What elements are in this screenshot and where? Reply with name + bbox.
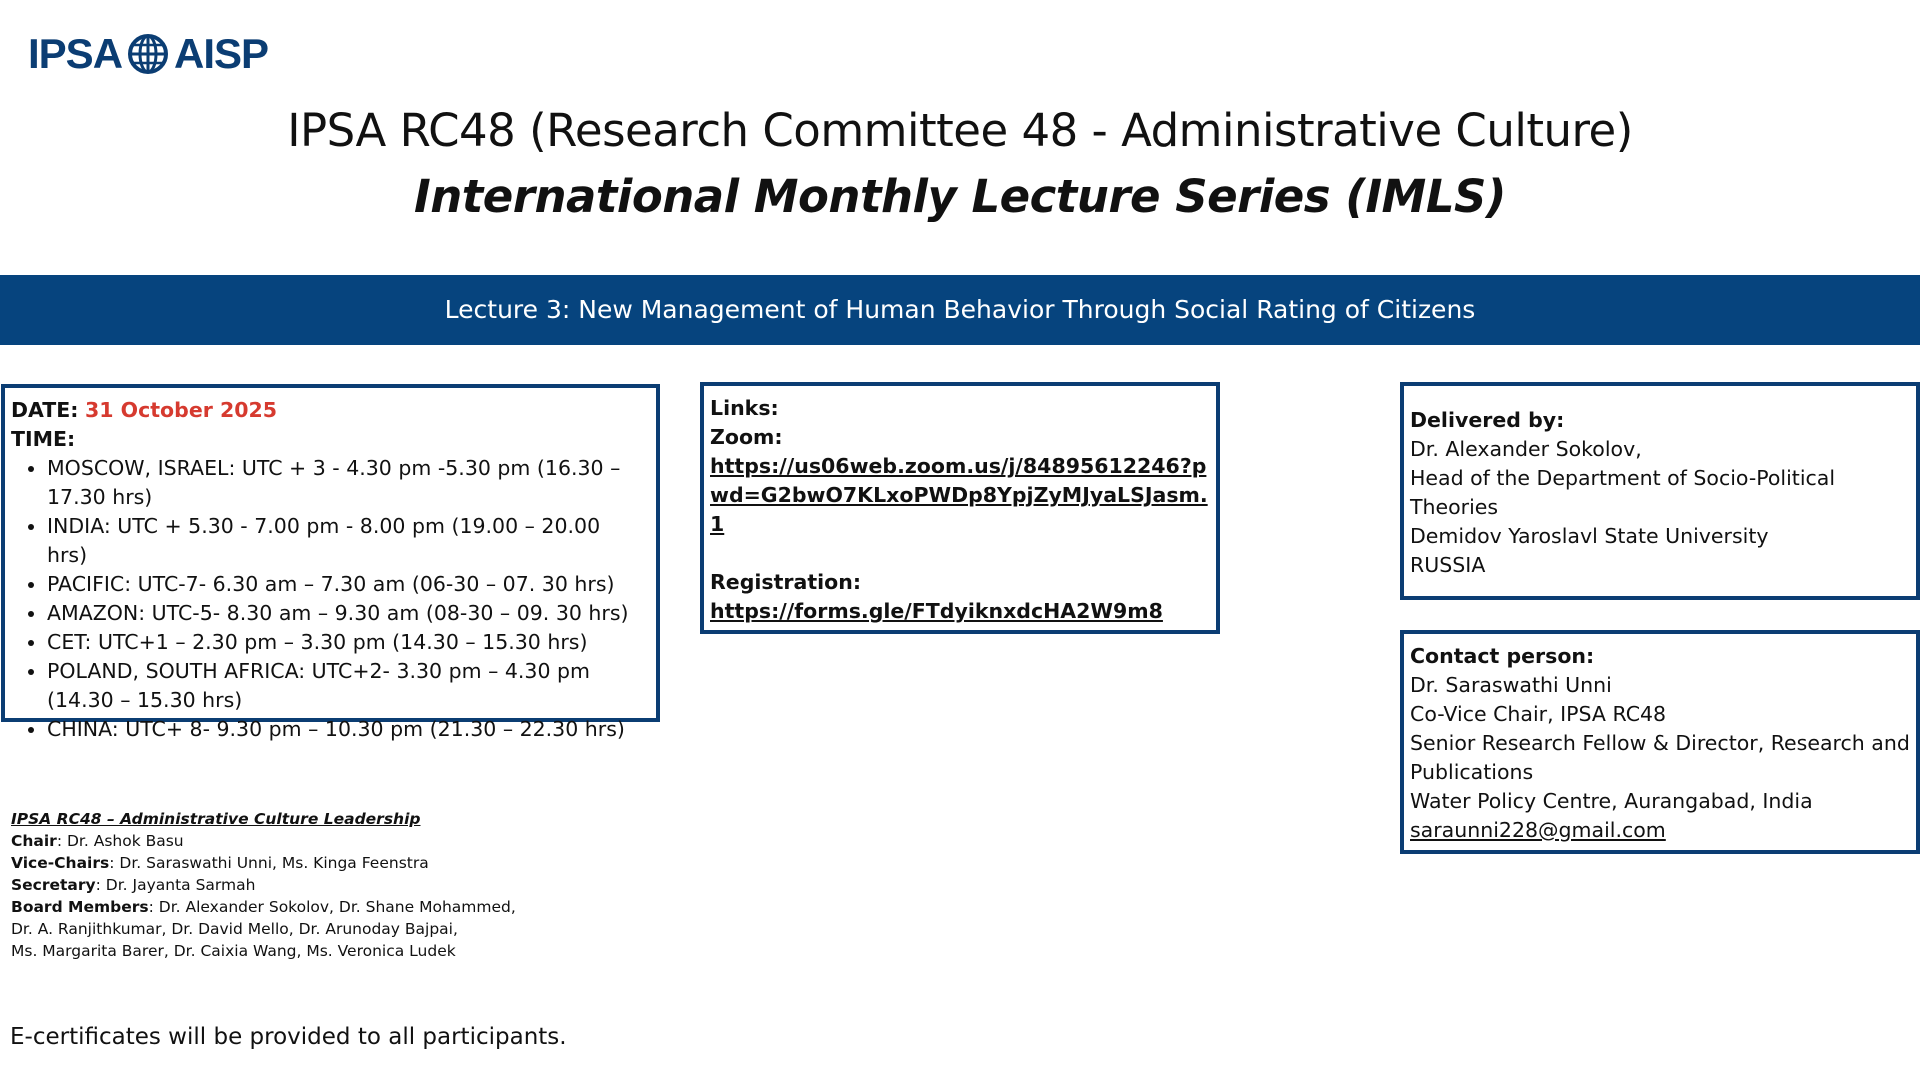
links-heading: Links:	[710, 396, 779, 420]
speaker-country: RUSSIA	[1410, 553, 1486, 577]
time-item: • AMAZON: UTC-5- 8.30 am – 9.30 am (08-30 – 09. 30 hrs)	[47, 599, 656, 628]
contact-box	[1400, 630, 1920, 854]
secretary-label: Secretary	[11, 876, 96, 894]
speaker-name: Dr. Alexander Sokolov,	[1410, 437, 1642, 461]
time-label: TIME:	[11, 427, 76, 451]
leadership-heading: IPSA RC48 – Administrative Culture Leadership	[11, 810, 421, 828]
logo-text-left: IPSA	[28, 30, 123, 77]
page-title: IPSA RC48 (Research Committee 48 - Administrative Culture)	[287, 104, 1633, 157]
contact-heading: Contact person:	[1410, 644, 1595, 668]
secretary-value: : Dr. Jayanta Sarmah	[95, 876, 256, 894]
delivered-heading: Delivered by:	[1410, 408, 1565, 432]
schedule-box	[1, 384, 660, 741]
leadership-section	[11, 808, 516, 962]
registration-link[interactable]: https://forms.gle/FTdyiknxdcHA2W9m8	[710, 599, 1163, 623]
board-line: Dr. A. Ranjithkumar, Dr. David Mello, Dr. Arunoday Bajpai,	[11, 920, 458, 938]
chair-label: Chair	[11, 832, 57, 850]
vice-chairs-value: : Dr. Saraswathi Unni, Ms. Kinga Feenstra	[109, 854, 429, 872]
registration-label: Registration:	[710, 570, 862, 594]
date-line	[11, 396, 656, 425]
contact-name: Dr. Saraswathi Unni	[1410, 673, 1612, 697]
board-label: Board Members	[11, 898, 149, 916]
zoom-label: Zoom:	[710, 425, 783, 449]
time-item: • CHINA: UTC+ 8- 9.30 pm – 10.30 pm (21.30 – 22.30 hrs)	[47, 715, 656, 744]
time-item: • CET: UTC+1 – 2.30 pm – 3.30 pm (14.30 – 15.30 hrs)	[47, 628, 656, 657]
secretary-line	[11, 874, 516, 896]
vice-chairs-line	[11, 852, 516, 874]
certificate-note: E-certificates will be provided to all participants.	[10, 1024, 567, 1050]
contact-org: Water Policy Centre, Aurangabad, India	[1410, 789, 1813, 813]
contact-role: Co-Vice Chair, IPSA RC48	[1410, 702, 1667, 726]
time-list	[11, 454, 656, 744]
lecture-banner: Lecture 3: New Management of Human Behavior Through Social Rating of Citizens	[0, 275, 1920, 345]
board-line	[11, 896, 516, 918]
vice-chairs-label: Vice-Chairs	[11, 854, 110, 872]
page-subtitle: International Monthly Lecture Series (IMLS)	[413, 170, 1506, 223]
contact-email-link[interactable]: saraunni228@gmail.com	[1410, 818, 1666, 842]
delivered-by-box	[1400, 382, 1920, 600]
time-item: • POLAND, SOUTH AFRICA: UTC+2- 3.30 pm – 4.30 pm (14.30 – 15.30 hrs)	[47, 657, 656, 715]
links-box	[700, 382, 1220, 634]
time-item: • PACIFIC: UTC-7- 6.30 am – 7.30 am (06-30 – 07. 30 hrs)	[47, 570, 656, 599]
chair-line	[11, 830, 516, 852]
logo-text-right: AISP	[174, 30, 269, 77]
date-value: 31 October 2025	[85, 398, 278, 422]
time-item: • MOSCOW, ISRAEL: UTC + 3 - 4.30 pm -5.30 pm (16.30 – 17.30 hrs)	[47, 454, 656, 512]
speaker-institution: Demidov Yaroslavl State University	[1410, 524, 1769, 548]
date-label: DATE:	[11, 398, 79, 422]
ipsa-aisp-logo	[28, 30, 268, 78]
speaker-role: Head of the Department of Socio-Political Theories	[1410, 466, 1836, 519]
chair-value: : Dr. Ashok Basu	[56, 832, 184, 850]
contact-role: Senior Research Fellow & Director, Research and Publications	[1410, 731, 1910, 784]
globe-icon	[128, 34, 168, 74]
board-line: Ms. Margarita Barer, Dr. Caixia Wang, Ms. Veronica Ludek	[11, 942, 456, 960]
zoom-link[interactable]: https://us06web.zoom.us/j/84895612246?pwd=G2bwO7KLxoPWDp8YpjZyMJyaLSJasm.1	[710, 454, 1208, 536]
board-value: : Dr. Alexander Sokolov, Dr. Shane Mohammed,	[148, 898, 516, 916]
time-item: • INDIA: UTC + 5.30 - 7.00 pm - 8.00 pm (19.00 – 20.00 hrs)	[47, 512, 656, 570]
